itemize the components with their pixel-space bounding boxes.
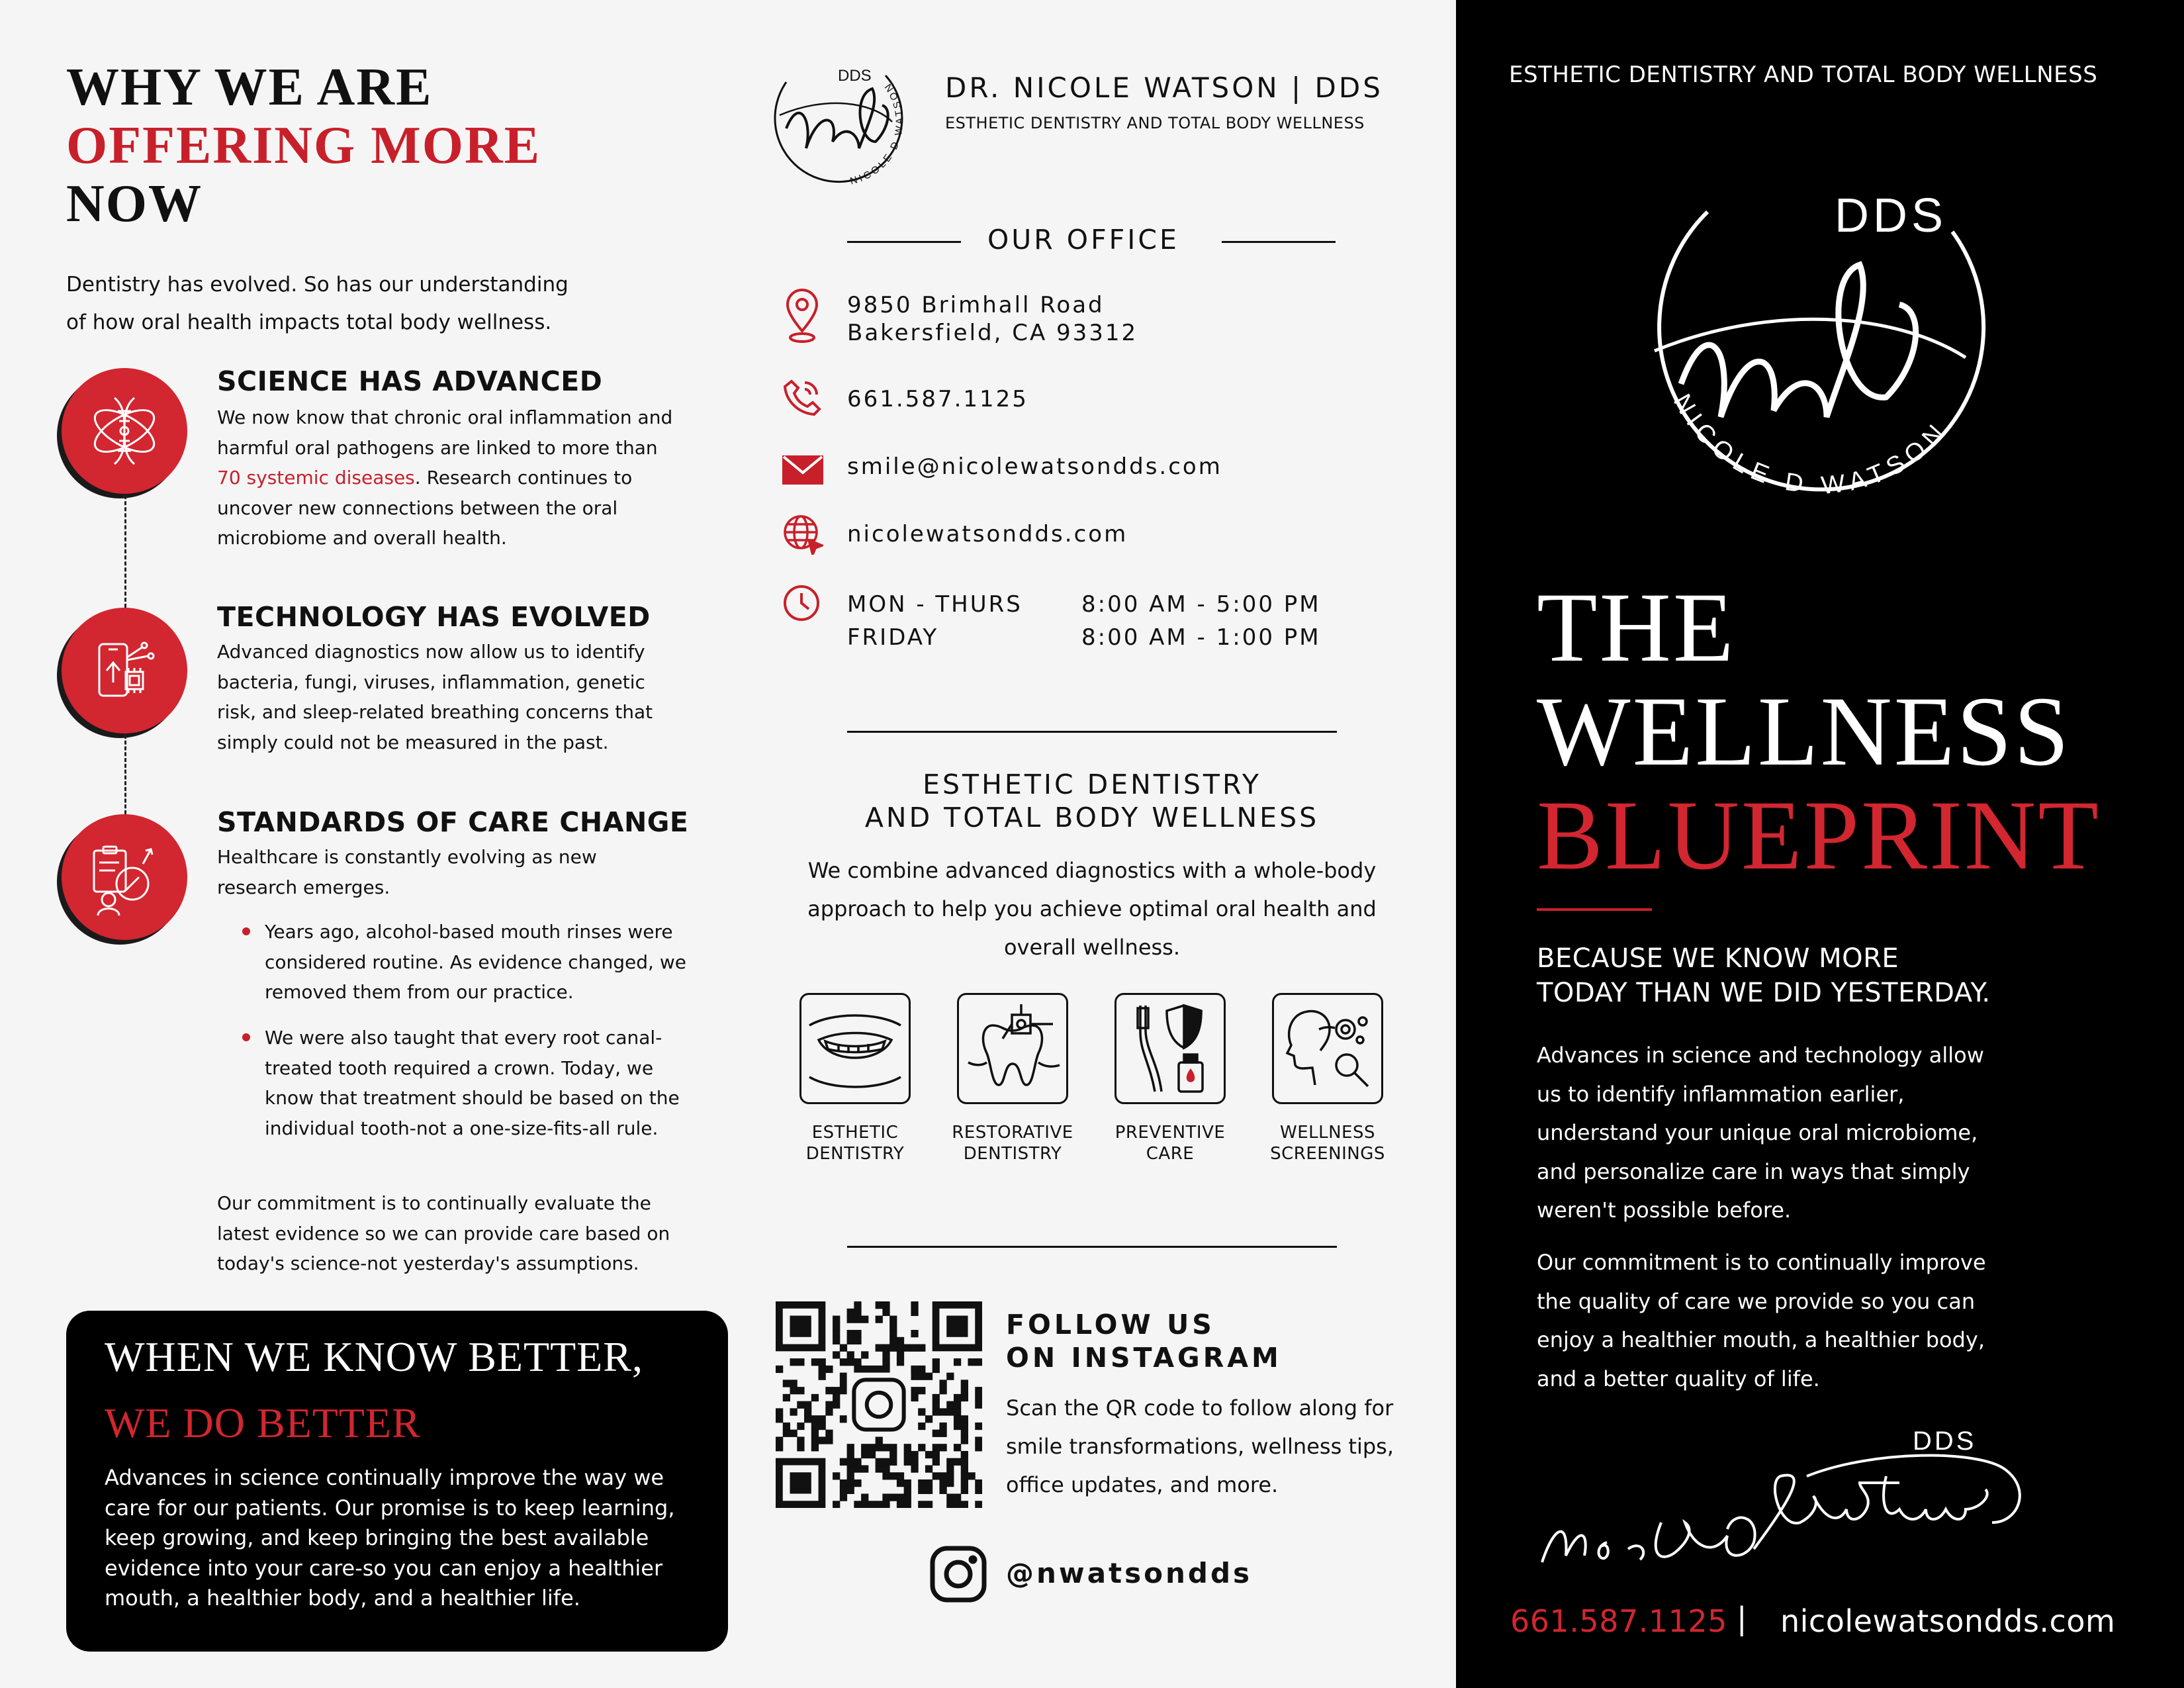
page-headline: [66, 58, 541, 233]
timeline-connector: [124, 495, 126, 608]
technology-icon-circle: [62, 608, 187, 733]
headline-line-1: WHY WE ARE: [66, 58, 433, 117]
phone-icon: [782, 377, 822, 417]
service-wellness-label: WELLNESS SCREENINGS: [1270, 1123, 1385, 1164]
tooth-icon: [963, 999, 1062, 1098]
service-restorative-box: [957, 993, 1068, 1104]
divider: [847, 241, 961, 243]
follow-heading: FOLLOW US ON INSTAGRAM: [1006, 1309, 1282, 1374]
standards-bullet-1: Years ago, alcohol-based mouth rinses were considered routine. As evidence changed, we removed them from our practice.: [265, 917, 688, 1008]
know-better-box: [66, 1311, 728, 1652]
standards-commitment: Our commitment is to continually evaluate the latest evidence so we can provide care based on today's science-not yesterday's assumptions.: [217, 1192, 670, 1274]
right-paragraph-2: Our commitment is to continually improve the quality of care we provide so you can enjoy a healthier mouth, a healthier body, and a better quality of life.: [1537, 1250, 1986, 1391]
science-title: SCIENCE HAS ADVANCED: [217, 365, 603, 397]
right-panel: [1456, 0, 2184, 1688]
svg-text:DDS: DDS: [1835, 189, 1948, 242]
phone-chip-icon: [85, 631, 164, 710]
know-better-body: Advances in science continually improve the way we care for our patients. Our promise is to keep learning, keep growing, and keep bringing the best available evidence into your care-so you can enjoy a healthier mouth, a healthier body, and a healthier life.: [105, 1465, 675, 1611]
clipboard-compass-icon: [85, 837, 164, 917]
service-preventive-label: PREVENTIVE CARE: [1115, 1123, 1226, 1164]
location-pin-icon: [784, 289, 821, 344]
know-better-title: WHEN WE KNOW BETTER, WE DO BETTER: [105, 1333, 643, 1446]
hours-row: MON - THURS 8:00 AM - 5:00 PM: [847, 591, 1321, 618]
right-tagline: ESTHETIC DENTISTRY AND TOTAL BODY WELLNESS: [1509, 62, 2098, 88]
dna-icon: [85, 391, 164, 471]
svg-text:DDS: DDS: [838, 67, 872, 85]
svg-text:NICOLE D WATSON: NICOLE D WATSON: [848, 79, 906, 187]
standards-title: STANDARDS OF CARE CHANGE: [217, 806, 689, 838]
divider: [847, 731, 1337, 733]
service-preventive-box: [1115, 993, 1226, 1104]
headline-line-2: OFFERING MORE: [66, 117, 541, 175]
signature: [1529, 1423, 2138, 1582]
red-rule: [1537, 908, 1652, 911]
timeline-connector: [124, 735, 126, 814]
smile-icon: [805, 999, 905, 1098]
intro-text: [66, 266, 609, 342]
divider: [1222, 241, 1336, 243]
footer-separator: |: [1737, 1601, 1747, 1636]
footer-phone[interactable]: 661.587.1125: [1510, 1603, 1727, 1639]
standards-body: Healthcare is constantly evolving as new research emerges.: [217, 846, 597, 898]
svg-text:DDS: DDS: [1913, 1427, 1977, 1456]
science-body: We now know that chronic oral inflammation and harmful oral pathogens are linked to more than 70 systemic diseases. Research continues to uncover new connections between the oral microbiome and overall health.: [217, 406, 673, 549]
instagram-qr-code[interactable]: [776, 1301, 982, 1508]
office-phone[interactable]: 661.587.1125: [847, 386, 1028, 412]
hours-row: FRIDAY 8:00 AM - 1:00 PM: [847, 624, 1321, 651]
office-address: 9850 Brimhall Road Bakersfield, CA 93312: [847, 292, 1138, 346]
service-esthetic-box: [799, 993, 911, 1104]
service-wellness-box: [1272, 993, 1383, 1104]
ndw-logo-small: [760, 42, 919, 201]
intro-line-2: of how oral health impacts total body wellness.: [66, 310, 552, 334]
ndw-logo-large: [1608, 152, 2032, 523]
globe-cursor-icon: [782, 514, 823, 555]
esthetic-heading: ESTHETIC DENTISTRY AND TOTAL BODY WELLNESS: [864, 769, 1320, 833]
office-heading: OUR OFFICE: [987, 224, 1179, 256]
headline-line-3: NOW: [66, 175, 203, 233]
svg-text:NICOLE D WATSON: NICOLE D WATSON: [1667, 389, 1954, 500]
intro-line-1: Dentistry has evolved. So has our understanding: [66, 273, 569, 297]
service-restorative-label: RESTORATIVE DENTISTRY: [952, 1123, 1073, 1164]
divider: [847, 1246, 1337, 1248]
clock-icon: [782, 584, 821, 622]
office-email[interactable]: smile@nicolewatsondds.com: [847, 453, 1222, 480]
technology-title: TECHNOLOGY HAS EVOLVED: [217, 601, 651, 633]
email-icon: [782, 455, 823, 485]
standards-icon-circle: [62, 814, 187, 940]
right-paragraph-1: Advances in science and technology allow us to identify inflammation earlier, understand your unique oral microbiome, and personalize care in ways that simply weren't possible before.: [1537, 1043, 1984, 1223]
footer-website[interactable]: nicolewatsondds.com: [1780, 1603, 2116, 1639]
follow-body: Scan the QR code to follow along for smile transformations, wellness tips, office updates, and more.: [1006, 1395, 1394, 1497]
office-website[interactable]: nicolewatsondds.com: [847, 521, 1128, 547]
standards-bullet-2: We were also taught that every root canal-treated tooth required a crown. Today, we know that treatment should be based on the individual tooth-not a one-size-fits-all rule.: [265, 1023, 688, 1143]
toothbrush-shield-icon: [1120, 999, 1220, 1098]
header-doctor-name: DR. NICOLE WATSON | DDS: [945, 71, 1383, 104]
technology-body: Advanced diagnostics now allow us to identify bacteria, fungi, viruses, inflammation, genetic risk, and sleep-related breathing concerns that simply could not be measured in the past.: [217, 641, 653, 753]
blueprint-title: THE WELLNESS BLUEPRINT: [1537, 573, 2101, 890]
dna-icon-circle: [62, 368, 187, 494]
office-hours: [847, 588, 1321, 654]
instagram-handle[interactable]: @nwatsondds: [1006, 1557, 1253, 1589]
face-scan-icon: [1278, 999, 1377, 1098]
esthetic-body: We combine advanced diagnostics with a whole-body approach to help you achieve optimal oral health and overall wellness.: [807, 858, 1377, 960]
header-tagline: ESTHETIC DENTISTRY AND TOTAL BODY WELLNESS: [945, 114, 1365, 132]
service-esthetic-label: ESTHETIC DENTISTRY: [805, 1123, 905, 1164]
because-heading: BECAUSE WE KNOW MORE TODAY THAN WE DID YESTERDAY.: [1537, 943, 1991, 1008]
instagram-icon[interactable]: [929, 1545, 987, 1603]
highlight-70-diseases: 70 systemic diseases: [217, 467, 415, 489]
